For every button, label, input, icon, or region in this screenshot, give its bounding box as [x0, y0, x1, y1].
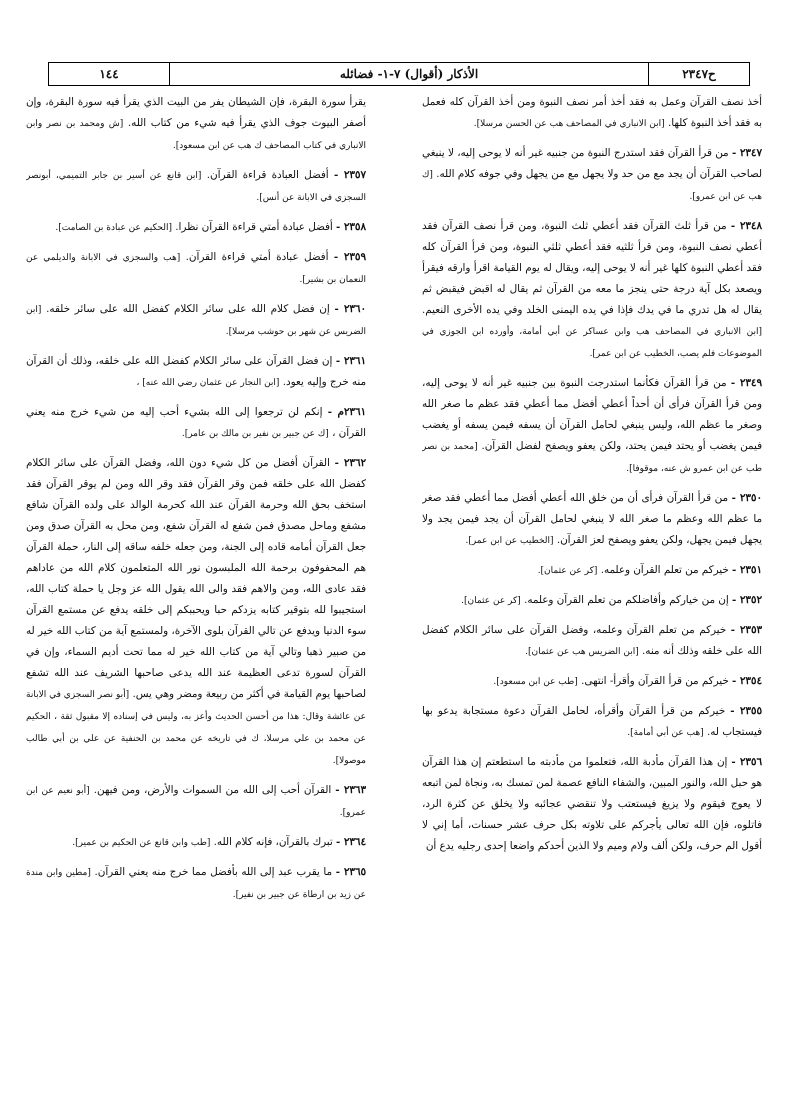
left-column: [26, 92, 366, 1102]
hadith-entry: [422, 590, 762, 612]
hadith-text: إن من خياركم وأفاضلكم من تعلم القرآن وعلمه.: [524, 594, 729, 606]
hadith-number: ٢٣٦٤ -: [336, 836, 366, 848]
hadith-source: [أبو نعيم عن ابن عمرو].: [26, 786, 366, 818]
hadith-entry: [26, 862, 366, 906]
hadith-text: أفضل العبادة قراءة القرآن.: [206, 169, 329, 181]
hadith-entry: [422, 488, 762, 552]
hadith-text: القرآن أفضل من كل شيء دون الله، وفضل القرآن على سائر الكلام كفضل الله على خلقه فمن وقر القرآن فقد وقر الله ومن لم يوقر القرآن فقد استخف بحق الله وحرمة القرآن عند الله كحرمة الوالد على ولده القرآن شافع مشفع وماحل مصدق فمن شفع له القرآن شفع، ومن محل به القرآن صدق ومن جعل القرآن أمامه قاده إلى الجنة، ومن جعله خلفه ساقه إلى النار، حملة القرآن هم المحفوفون برحمة الله الملبسون نور الله المتعلمون كلام الله من عاداهم فقد عادى الله، ومن والاهم فقد والى الله يقول الله عز وجل يا حملة كتاب الله، استجيبوا لله بتوقير كتابه يزدكم حبا ويحببكم إلى خلقه يدفع عن مستمع القرآن سوء الدنيا ويدفع عن تالي القرآن بلوى الآخرة، ولمستمع آية من كتاب الله خير له من صبير ذهبا وتالي آية من كتاب الله خير له مما تحت أديم السماء، وإن في القرآن لسورة تدعى العظيمة عند الله يدعى صاحبها الشريف عند الله تشفع لصاحبها يوم القيامة في أكثر من ربيعة ومضر وهي يس.: [26, 457, 366, 700]
hadith-number: ٢٣٥١ -: [732, 564, 762, 576]
hadith-text: يقرأ سورة البقرة، فإن الشيطان يفر من البيت الذي يقرأ فيه سورة البقرة، وإن أصفر البيوت جوف الذي يقرأ فيه شيء من كتاب الله.: [26, 96, 366, 129]
hadith-source: [مطين وابن مندة عن زيد بن ارطاة عن جبير بن نفير].: [26, 868, 366, 900]
hadith-entry: [422, 701, 762, 744]
hadith-number: ٢٣٦٢ -: [334, 457, 366, 469]
hadith-entry: [26, 165, 366, 209]
hadith-number: ٢٣٦٥ -: [335, 866, 366, 878]
hadith-entry: [26, 299, 366, 343]
hadith-number: ٢٣٥٠ -: [731, 492, 762, 504]
hadith-text: إن هذا القرآن مأدبة الله، فتعلموا من مأدبته ما استطعتم إن هذا القرآن هو حبل الله، والنور المبين، والشفاء النافع عصمة لمن تمسك به، ونجاة لمن اتبعه لا يعوج فيقوم ولا يزيغ فيستعتب ولا تنقضي عجائبه ولا يخلق عن كثرة الرد، فاتلوه، فإن الله تعالى يأجركم على تلاوته بكل حرف عشر حسنات، أما إني لا أقول الم حرف، ولكن ألف ولام وميم ولا الذين أحدكم واضعا إحدى رجليه يدع أن: [422, 756, 762, 852]
hadith-entry: [422, 560, 762, 582]
header-hadith-ref: ح٢٣٤٧: [648, 63, 749, 85]
hadith-source: [ابن الضريس هب عن عثمان].: [525, 647, 639, 657]
header-title: الأذكار (أقوال) ٧-١- فضائله: [339, 67, 479, 81]
hadith-text: إن فضل كلام الله على سائر الكلام كفضل الله على سائر خلقه.: [46, 303, 330, 315]
hadith-text: من قرأ القرآن فرأى أن من خلق الله أعطي أفضل مما أعطي فقد صغر ما عظم الله وعظم ما صغر الله لا ينبغي لحامل القرآن أن يجد فيمن يجد ولا يجهل فيمن يجهل، ولكن يعفو ويصفح لعز القرآن.: [422, 492, 762, 546]
hadith-source: [هب عن أبي أمامة].: [627, 728, 704, 738]
hadith-number: ٢٣٦٠ -: [334, 303, 366, 315]
hadith-text: خيركم من قرأ القرآن وأقرأ- انتهى.: [581, 675, 729, 687]
hadith-source: [ابن الانباري في المصاحف هب وابن عساكر عن أبي أمامة، وأورده ابن الجوزي في الموضوعات فلم يصب، الخطيب عن ابن عمر].: [422, 327, 762, 359]
hadith-source: [ابن الانباري في المصاحف هب عن الحسن مرسلا].: [473, 119, 665, 129]
right-column: [422, 92, 762, 1102]
hadith-entry: [26, 780, 366, 824]
hadith-number: ٢٣٦١م -: [327, 406, 366, 418]
hadith-entry: [26, 217, 366, 239]
hadith-entry: [422, 143, 762, 208]
hadith-text: القرآن أحب إلى الله من السموات والأرض، ومن فيهن.: [93, 784, 332, 796]
hadith-entry: [26, 453, 366, 772]
hadith-number: ٢٣٦١ -: [335, 355, 366, 367]
hadith-entry: [422, 216, 762, 365]
hadith-number: ٢٣٥٧ -: [333, 169, 366, 181]
hadith-source: [أبو نصر السجزي في الابانة عن عائشة وقال: هذا من أحسن الحديث وأعز به، وليس في إسناده إلا مقبول ثقة ، الحكيم عن محمد بن علي مرسلا، ك في تاريخه عن محمد بن الحنفية عن علي بن أبي طالب موصولا].: [26, 690, 366, 766]
hadith-source: [طب عن ابن مسعود].: [493, 677, 578, 687]
hadith-source: [ابن الضريس عن شهر بن حوشب مرسلا].: [26, 305, 366, 337]
hadith-text: أخذ نصف القرآن وعمل به فقد أخذ أمر نصف النبوة ومن أخذ القرآن كله فعمل به فقد أخذ النبوة كلها.: [422, 96, 762, 129]
hadith-source: [الحكيم عن عبادة بن الصامت].: [55, 223, 172, 233]
hadith-source: [ابن النجار عن عثمان رضي الله عنه] ،: [136, 378, 280, 388]
hadith-source: [طب وابن قانع عن الحكيم بن عمير].: [72, 838, 211, 848]
hadith-source: [ابن قانع عن أسير بن جابر التميمي، أبونصر السجزي في الابانة عن أنس].: [26, 171, 366, 203]
hadith-source: [ك عن جبير بن نفير بن مالك بن عامر].: [181, 429, 329, 439]
hadith-entry: [26, 351, 366, 394]
hadith-text: تبرك بالقرآن، فإنه كلام الله.: [213, 836, 333, 848]
hadith-number: ٢٣٤٩ -: [730, 377, 762, 389]
hadith-source: [هب والسجزي في الابانة والديلمي عن النعمان بن بشير].: [26, 253, 366, 285]
hadith-text: خيركم من تعلم القرآن وعلمه.: [600, 564, 729, 576]
page-header: [48, 62, 750, 86]
hadith-text: من قرأ ثلث القرآن فقد أعطي ثلث النبوة، ومن قرأ نصف القرآن فقد أعطي نصف النبوة، ومن قرأ ثلثيه فقد أعطي ثلثي النبوة، ومن قرأ القرآن كله فقد أعطي النبوة كلها غير أنه لا يوحى إليه، ويقال له يوم القيامة اقرأ وارقه فيقرأ ويصعد بكل آية درجة حتى ينجز ما معه من القرآن ثم يقال له اقبض فيقبض ثم يقال له هل تدري ما في يدك فإذا في يده اليمنى الخلد وفي يده الأخرى النعيم.: [422, 220, 762, 316]
hadith-number: ٢٣٥٤ -: [732, 675, 762, 687]
hadith-number: ٢٣٥٢ -: [732, 594, 762, 606]
hadith-source: [ك هب عن ابن عمرو].: [422, 170, 762, 202]
header-page-number: ١٤٤: [49, 63, 170, 85]
hadith-source: [محمد بن نصر طب عن ابن عمرو ش عنه، موقوفا].: [422, 442, 762, 474]
hadith-entry: [26, 92, 366, 157]
hadith-text: أفضل عبادة أمتي قراءة القرآن نظرا.: [175, 221, 333, 233]
hadith-entry: [422, 671, 762, 693]
hadith-text: من قرأ القرآن فقد استدرج النبوة من جنبيه غير أنه لا يوحى إليه، لا ينبغي لصاحب القرآن أن يجد مع من حد ولا يجهل مع من يجهل وفي جوفه كلام الله.: [422, 147, 762, 180]
hadith-entry: [26, 832, 366, 854]
hadith-number: ٢٣٥٩ -: [333, 251, 366, 263]
hadith-text: خيركم من تعلم القرآن وعلمه، وفضل القرآن على سائر الكلام كفضل الله على خلقه وذلك أنه منه.: [422, 624, 762, 657]
hadith-source: [كر عن عثمان].: [461, 596, 521, 606]
hadith-entry: [422, 92, 762, 135]
hadith-text: إن فضل القرآن على سائر الكلام كفضل الله على خلقه، وذلك أن القرآن منه خرج وإليه يعود.: [26, 355, 366, 388]
hadith-text: أفضل عبادة أمتي قراءة القرآن.: [185, 251, 329, 263]
hadith-text: ما يقرب عبد إلى الله بأفضل مما خرج منه يعني القرآن.: [94, 866, 333, 878]
hadith-text: من قرأ القرآن فكأنما استدرجت النبوة بين جنبيه غير أنه لا يوحى إليه، ومن قرأ القرآن فرأى أن أحداً أعطي أفضل مما أعطي فقد عظم ما صغر الله وصغر ما عظم الله، وليس ينبغي لحامل القرآن أن يسفه فيمن يسفه أو يغضب فيمن يغضب أو يحتد فيمن يحتد، ولكن يعفو ويصفح لفضل القرآن.: [422, 377, 762, 452]
hadith-entry: [26, 402, 366, 445]
hadith-text: خيركم من قرأ القرآن وأقرأه، لحامل القرآن دعوة مستجابة يدعو بها فيستجاب له.: [422, 705, 762, 738]
hadith-number: ٢٣٤٧ -: [731, 147, 762, 159]
hadith-source: [كر عن عثمان].: [537, 566, 598, 576]
hadith-source: [ش ومحمد بن نصر وابن الانباري في كتاب المصاحف ك هب عن ابن مسعود].: [26, 119, 366, 151]
hadith-entry: [26, 247, 366, 291]
hadith-entry: [422, 752, 762, 858]
hadith-number: ٢٣٥٦ -: [731, 756, 762, 768]
hadith-number: ٢٣٤٨ -: [730, 220, 762, 232]
hadith-number: ٢٣٦٣ -: [335, 784, 366, 796]
hadith-number: ٢٣٥٨ -: [336, 221, 366, 233]
hadith-entry: [422, 373, 762, 480]
hadith-number: ٢٣٥٣ -: [730, 624, 762, 636]
hadith-text: إنكم لن ترجعوا إلى الله بشيء أحب إليه من شيء خرج منه يعني القرآن ،: [26, 406, 366, 439]
hadith-number: ٢٣٥٥ -: [730, 705, 762, 717]
hadith-entry: [422, 620, 762, 663]
hadith-source: [الخطيب عن ابن عمر].: [465, 536, 554, 546]
